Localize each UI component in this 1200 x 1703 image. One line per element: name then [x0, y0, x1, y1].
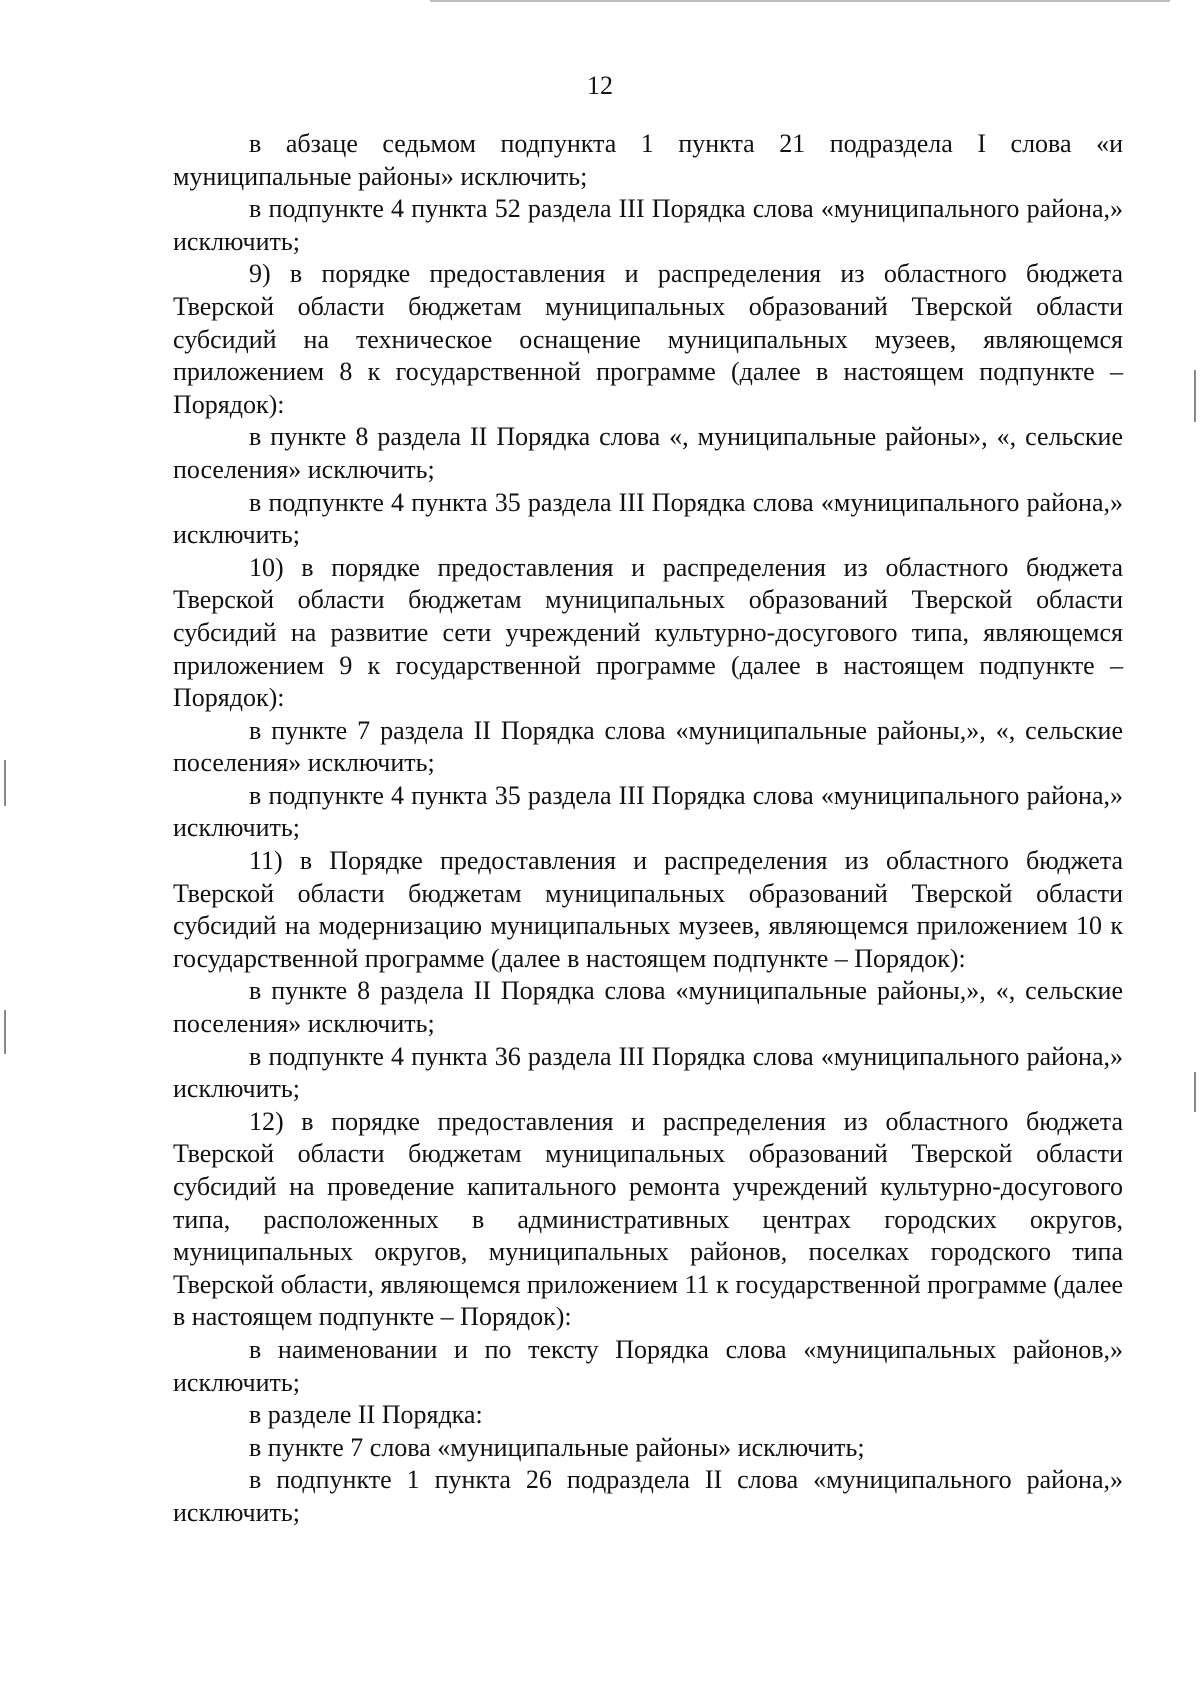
paragraph: в разделе II Порядка: — [249, 1400, 483, 1430]
left-scan-mark — [4, 1010, 6, 1054]
paragraph: 9) в порядке предоставления и распределения из областного бюджета Тверской области бюджетам муниципальных образований Тверской области субсидий на техническое оснащение муниципальных музеев, являющемся приложением 8 к государственной программе (далее в настоящем подпункте – Порядок): — [173, 259, 1123, 419]
paragraph: в наименовании и по тексту Порядка слова «муниципальных районов,» исключить; — [173, 1334, 1123, 1397]
left-scan-mark — [4, 760, 6, 806]
paragraph: 11) в Порядке предоставления и распределения из областного бюджета Тверской области бюджетам муниципальных образований Тверской области субсидий на модернизацию муниципальных музеев, являющемся приложением 10 к государственной программе (далее в настоящем подпункте – Порядок): — [173, 846, 1123, 973]
paragraph: в пункте 8 раздела II Порядка слова «, муниципальные районы», «, сельские поселения» исключить; — [173, 422, 1123, 484]
top-scan-edge — [430, 0, 1170, 2]
right-scan-mark — [1194, 370, 1196, 422]
paragraph: 10) в порядке предоставления и распределения из областного бюджета Тверской области бюджетам муниципальных образований Тверской области субсидий на развитие сети учреждений культурно-досугового типа, являющемся приложением 9 к государственной программе (далее в настоящем подпункте – Порядок): — [173, 552, 1123, 713]
paragraph: в подпункте 4 пункта 36 раздела III Порядка слова «муниципального района,» исключить; — [173, 1041, 1123, 1104]
paragraph: в абзаце седьмом подпункта 1 пункта 21 подраздела I слова «и муниципальные районы» исключить; — [173, 129, 1123, 191]
right-scan-mark — [1194, 1072, 1196, 1112]
paragraph: в пункте 7 раздела II Порядка слова «муниципальные районы,», «, сельские поселения» исключить; — [173, 715, 1123, 778]
paragraph: в подпункте 1 пункта 26 подраздела II слова «муниципального района,» исключить; — [173, 1465, 1123, 1527]
paragraph: в пункте 7 слова «муниципальные районы» исключить; — [249, 1432, 865, 1462]
paragraph: в пункте 8 раздела II Порядка слова «муниципальные районы,», «, сельские поселения» исключить; — [173, 976, 1123, 1039]
paragraph: в подпункте 4 пункта 52 раздела III Порядка слова «муниципального района,» исключить; — [173, 194, 1123, 256]
paragraph: 12) в порядке предоставления и распределения из областного бюджета Тверской области бюджетам муниципальных образований Тверской области субсидий на проведение капитального ремонта учреждений культурно-досугового типа, расположенных в административных центрах городских округов, муниципальных округов, муниципальных районов, поселках городского типа Тверской области, являющемся приложением 11 к государственной программе (далее в настоящем подпункте – Порядок): — [173, 1106, 1123, 1332]
paragraph: в подпункте 4 пункта 35 раздела III Порядка слова «муниципального района,» исключить; — [173, 487, 1123, 550]
page-number: 12 — [587, 71, 613, 100]
document-body — [173, 128, 1123, 1530]
paragraph: в подпункте 4 пункта 35 раздела III Порядка слова «муниципального района,» исключить; — [173, 780, 1123, 843]
